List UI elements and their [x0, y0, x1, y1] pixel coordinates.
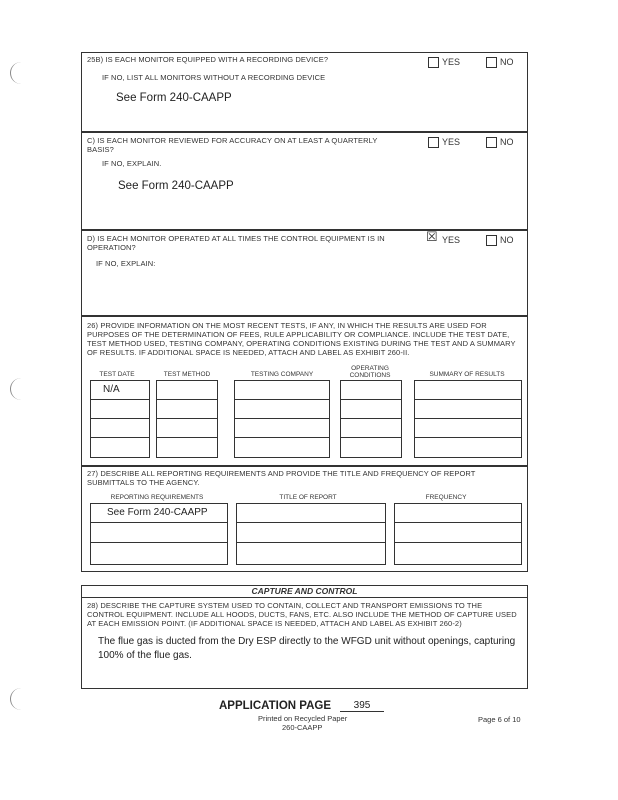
question-text: 27) DESCRIBE ALL REPORTING REQUIREMENTS AND PROVIDE THE TITLE AND FREQUENCY OF REPORT SUBMITTALS TO THE AGENCY. — [87, 469, 476, 487]
binder-hole — [10, 688, 25, 710]
yes-checkbox-checked[interactable]: ☒ — [426, 229, 438, 244]
no-label: NO — [500, 57, 514, 67]
col-header-test-method: TEST METHOD — [163, 371, 211, 378]
no-checkbox[interactable] — [486, 57, 497, 68]
section-25d — [81, 230, 528, 316]
testing-company-column — [234, 380, 330, 458]
yes-label: YES — [442, 137, 461, 147]
section-26-tests — [81, 316, 528, 466]
test-date-column — [90, 380, 150, 458]
yes-label: YES — [442, 57, 461, 67]
page-of-indicator: Page 6 of 10 — [478, 715, 521, 724]
no-label: NO — [500, 235, 514, 245]
sub-prompt: IF NO, LIST ALL MONITORS WITHOUT A RECORDING DEVICE — [102, 73, 326, 82]
binder-hole — [10, 378, 25, 400]
question-text: D) IS EACH MONITOR OPERATED AT ALL TIMES THE CONTROL EQUIPMENT IS IN OPERATION? — [87, 234, 385, 252]
col-header-title-of-report: TITLE OF REPORT — [279, 494, 337, 501]
cell-value: N/A — [103, 384, 120, 395]
col-header-frequency: FREQUENCY — [425, 494, 467, 501]
application-page-label: APPLICATION PAGE — [219, 700, 332, 712]
reporting-requirements-column — [90, 503, 228, 565]
col-header-test-date: TEST DATE — [99, 371, 135, 378]
col-header-summary-of-results: SUMMARY OF RESULTS — [429, 371, 505, 378]
no-checkbox[interactable] — [486, 137, 497, 148]
no-label: NO — [500, 137, 514, 147]
cell-value: See Form 240-CAAPP — [107, 507, 208, 518]
section-capture-and-control — [81, 585, 528, 689]
section-25b — [81, 52, 528, 132]
binder-hole — [10, 62, 25, 84]
answer-text: See Form 240-CAAPP — [116, 92, 232, 104]
section-25c — [81, 132, 528, 230]
col-header-testing-company: TESTING COMPANY — [250, 371, 314, 378]
section-heading: CAPTURE AND CONTROL — [82, 586, 527, 598]
title-of-report-column — [236, 503, 386, 565]
question-text: 26) PROVIDE INFORMATION ON THE MOST RECENT TESTS, IF ANY, IN WHICH THE RESULTS ARE USED FOR PURPOSES OF THE DETERMINATION OF FEES, RULE APPLICABILITY OR COMPLIANCE. INCLUDE THE TEST DATE, TEST METHOD USED, TESTING COMPANY, OPERATING CONDITIONS EXISTING DURING THE TEST AND A SUMMARY OF RESULTS. IF ADDITIONAL SPACE IS NEEDED, ATTACH AND LABEL AS EXHIBIT 260-II. — [87, 321, 516, 357]
col-header-operating-conditions: OPERATING CONDITIONS — [349, 365, 391, 379]
operating-conditions-column — [340, 380, 402, 458]
no-checkbox[interactable] — [486, 235, 497, 246]
printed-on-note: Printed on Recycled Paper — [258, 714, 348, 723]
yes-checkbox[interactable] — [428, 137, 439, 148]
section-27-reporting — [81, 466, 528, 572]
answer-text: See Form 240-CAAPP — [118, 180, 234, 192]
sub-prompt: IF NO, EXPLAIN. — [102, 159, 162, 168]
question-text: C) IS EACH MONITOR REVIEWED FOR ACCURACY ON AT LEAST A QUARTERLY BASIS? — [87, 136, 378, 154]
form-id: 260-CAAPP — [282, 723, 323, 732]
col-header-reporting-requirements: REPORTING REQUIREMENTS — [110, 494, 204, 501]
test-method-column — [156, 380, 218, 458]
summary-of-results-column — [414, 380, 522, 458]
answer-text: The flue gas is ducted from the Dry ESP directly to the WFGD unit without openings, capturing 100% of the flue gas. — [98, 636, 516, 661]
application-page-number: 395 — [340, 700, 384, 712]
yes-label: YES — [442, 235, 461, 245]
frequency-column — [394, 503, 522, 565]
question-text: 28) DESCRIBE THE CAPTURE SYSTEM USED TO CONTAIN, COLLECT AND TRANSPORT EMISSIONS TO THE CONTROL EQUIPMENT. INCLUDE ALL HOODS, DUCTS, FANS, ETC. ALSO INCLUDE THE METHOD OF CAPTURE USED AT EACH EMISSION POINT. (IF ADDITIONAL SPACE IS NEEDED, ATTACH AND LABEL AS EXHIBIT 260-2) — [87, 601, 517, 628]
question-text: 25B) IS EACH MONITOR EQUIPPED WITH A RECORDING DEVICE? — [87, 55, 329, 64]
sub-prompt: IF NO, EXPLAIN: — [96, 259, 156, 268]
yes-checkbox[interactable] — [428, 57, 439, 68]
